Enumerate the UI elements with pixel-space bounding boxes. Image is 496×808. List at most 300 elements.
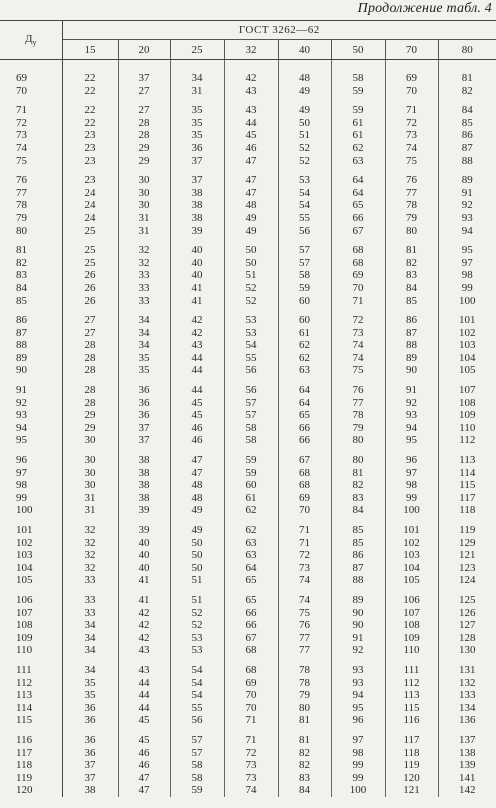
size-column-header: 25 xyxy=(170,40,224,60)
value-cell: 42 xyxy=(118,607,170,620)
value-cell: 89 xyxy=(438,174,496,187)
table-row xyxy=(0,199,496,212)
value-cell: 125 xyxy=(438,594,496,607)
standard-header: ГОСТ 3262—62 xyxy=(62,21,496,40)
value-cell: 51 xyxy=(278,129,331,142)
value-cell: 48 xyxy=(224,199,278,212)
value-cell: 48 xyxy=(170,479,224,492)
value-cell: 68 xyxy=(224,664,278,677)
table-body xyxy=(0,60,496,797)
value-cell: 71 xyxy=(224,714,278,727)
du-cell: 81 xyxy=(0,244,62,257)
table-row xyxy=(0,129,496,142)
table-row xyxy=(0,664,496,677)
du-cell: 101 xyxy=(0,524,62,537)
du-cell: 69 xyxy=(0,72,62,85)
value-cell: 68 xyxy=(331,244,385,257)
value-cell: 70 xyxy=(278,504,331,517)
value-cell: 52 xyxy=(224,295,278,308)
value-cell: 94 xyxy=(331,689,385,702)
value-cell: 141 xyxy=(438,772,496,785)
value-cell: 61 xyxy=(224,492,278,505)
value-cell: 41 xyxy=(170,295,224,308)
value-cell: 38 xyxy=(170,212,224,225)
value-cell: 80 xyxy=(331,454,385,467)
table-row xyxy=(0,759,496,772)
value-cell: 30 xyxy=(84,434,96,447)
value-cell: 73 xyxy=(385,129,438,142)
value-cell: 37 xyxy=(170,174,224,187)
value-cell: 97 xyxy=(331,734,385,747)
value-cell: 66 xyxy=(278,422,331,435)
value-cell: 33 xyxy=(118,295,170,308)
value-cell: 27 xyxy=(118,104,170,117)
value-cell: 47 xyxy=(224,187,278,200)
value-cell: 63 xyxy=(278,364,331,377)
value-cell: 39 xyxy=(118,524,170,537)
value-cell: 28 xyxy=(118,117,170,130)
value-cell: 27 xyxy=(84,314,96,327)
value-cell: 38 xyxy=(118,467,170,480)
table-row xyxy=(0,784,496,797)
value-cell: 25 xyxy=(84,244,96,257)
value-cell: 77 xyxy=(278,644,331,657)
value-cell: 34 xyxy=(118,339,170,352)
value-cell: 37 xyxy=(84,771,96,784)
table-row xyxy=(0,524,496,537)
value-cell: 117 xyxy=(385,734,438,747)
value-cell: 43 xyxy=(118,664,170,677)
value-cell: 23 xyxy=(84,174,96,187)
value-cell: 65 xyxy=(224,594,278,607)
value-cell: 99 xyxy=(331,759,385,772)
value-cell: 40 xyxy=(118,549,170,562)
table-row xyxy=(0,689,496,702)
value-cell: 27 xyxy=(118,85,170,98)
size-column-header: 70 xyxy=(385,40,438,60)
value-cell: 41 xyxy=(170,282,224,295)
value-cell: 32 xyxy=(84,524,96,536)
value-cell: 82 xyxy=(385,257,438,270)
value-cell: 78 xyxy=(385,199,438,212)
value-cell: 113 xyxy=(385,689,438,702)
value-cell: 41 xyxy=(118,594,170,607)
table-row xyxy=(0,155,496,168)
value-cell: 64 xyxy=(331,174,385,187)
value-cell: 59 xyxy=(331,104,385,117)
value-cell: 36 xyxy=(84,746,96,759)
value-cell: 103 xyxy=(438,339,496,352)
value-cell: 60 xyxy=(278,295,331,308)
value-cell: 87 xyxy=(385,327,438,340)
value-cell: 53 xyxy=(170,632,224,645)
value-cell: 34 xyxy=(170,72,224,85)
value-cell: 28 xyxy=(118,129,170,142)
value-cell: 44 xyxy=(118,702,170,715)
table-row xyxy=(0,772,496,785)
table-row xyxy=(0,314,496,327)
du-cell: 116 xyxy=(0,734,62,747)
du-cell: 94 xyxy=(0,422,62,435)
value-cell: 74 xyxy=(278,594,331,607)
value-cell: 28 xyxy=(84,364,96,377)
value-cell: 142 xyxy=(438,784,496,797)
du-cell: 92 xyxy=(0,397,62,410)
value-cell: 31 xyxy=(84,491,96,504)
value-cell: 65 xyxy=(278,409,331,422)
value-cell: 95 xyxy=(331,702,385,715)
value-cell: 59 xyxy=(224,467,278,480)
group-spacer xyxy=(0,307,496,314)
value-cell: 93 xyxy=(331,677,385,690)
table-row xyxy=(0,117,496,130)
table-row xyxy=(0,467,496,480)
value-cell: 57 xyxy=(278,257,331,270)
table-row xyxy=(0,339,496,352)
value-cell: 124 xyxy=(438,574,496,587)
value-cell: 106 xyxy=(385,594,438,607)
value-cell: 35 xyxy=(118,352,170,365)
value-cell: 103 xyxy=(385,549,438,562)
value-cell: 84 xyxy=(385,282,438,295)
value-cell: 28 xyxy=(84,384,96,397)
value-cell: 59 xyxy=(278,282,331,295)
value-cell: 81 xyxy=(438,72,496,85)
value-cell: 64 xyxy=(224,562,278,575)
value-cell: 26 xyxy=(84,269,96,282)
value-cell: 87 xyxy=(331,562,385,575)
value-cell: 27 xyxy=(84,326,96,339)
value-cell: 78 xyxy=(278,677,331,690)
value-cell: 73 xyxy=(224,759,278,772)
group-spacer xyxy=(0,447,496,454)
du-cell: 74 xyxy=(0,142,62,155)
table-row xyxy=(0,72,496,85)
value-cell: 54 xyxy=(224,339,278,352)
value-cell: 78 xyxy=(278,664,331,677)
value-cell: 82 xyxy=(278,759,331,772)
value-cell: 105 xyxy=(385,574,438,587)
value-cell: 50 xyxy=(170,562,224,575)
size-column-header: 40 xyxy=(278,40,331,60)
value-cell: 117 xyxy=(438,492,496,505)
value-cell: 71 xyxy=(385,104,438,117)
value-cell: 51 xyxy=(170,594,224,607)
value-cell: 98 xyxy=(438,269,496,282)
du-cell: 86 xyxy=(0,314,62,327)
du-cell: 107 xyxy=(0,607,62,620)
group-spacer xyxy=(0,237,496,244)
du-cell: 82 xyxy=(0,257,62,270)
value-cell: 72 xyxy=(224,747,278,760)
table-row xyxy=(0,454,496,467)
value-cell: 24 xyxy=(84,199,96,212)
du-cell: 114 xyxy=(0,702,62,715)
value-cell: 45 xyxy=(224,129,278,142)
value-cell: 54 xyxy=(278,199,331,212)
value-cell: 82 xyxy=(331,479,385,492)
du-cell: 113 xyxy=(0,689,62,702)
value-cell: 47 xyxy=(170,467,224,480)
value-cell: 81 xyxy=(331,467,385,480)
value-cell: 64 xyxy=(278,397,331,410)
value-cell: 44 xyxy=(170,364,224,377)
value-cell: 77 xyxy=(385,187,438,200)
value-cell: 56 xyxy=(170,714,224,727)
value-cell: 52 xyxy=(170,619,224,632)
value-cell: 70 xyxy=(385,85,438,98)
value-cell: 42 xyxy=(118,619,170,632)
group-spacer xyxy=(0,657,496,664)
value-cell: 36 xyxy=(84,733,96,746)
value-cell: 47 xyxy=(224,174,278,187)
value-cell: 37 xyxy=(84,759,96,772)
value-cell: 32 xyxy=(84,549,96,562)
value-cell: 90 xyxy=(331,607,385,620)
value-cell: 84 xyxy=(438,104,496,117)
size-column-header: 20 xyxy=(118,40,170,60)
du-cell: 106 xyxy=(0,594,62,607)
du-cell: 72 xyxy=(0,117,62,130)
value-cell: 81 xyxy=(278,714,331,727)
value-cell: 22 xyxy=(84,84,96,97)
value-cell: 53 xyxy=(170,644,224,657)
value-cell: 67 xyxy=(278,454,331,467)
pipe-dimension-table xyxy=(0,20,496,797)
du-cell: 79 xyxy=(0,212,62,225)
du-cell: 120 xyxy=(0,784,62,797)
du-cell: 104 xyxy=(0,562,62,575)
value-cell: 50 xyxy=(170,549,224,562)
value-cell: 74 xyxy=(385,142,438,155)
du-cell: 118 xyxy=(0,759,62,772)
value-cell: 116 xyxy=(385,714,438,727)
table-row xyxy=(0,85,496,98)
value-cell: 79 xyxy=(278,689,331,702)
value-cell: 30 xyxy=(118,187,170,200)
table-row xyxy=(0,409,496,422)
table-row xyxy=(0,479,496,492)
du-cell: 111 xyxy=(0,664,62,677)
value-cell: 109 xyxy=(438,409,496,422)
value-cell: 74 xyxy=(278,574,331,587)
value-cell: 31 xyxy=(170,85,224,98)
value-cell: 45 xyxy=(118,734,170,747)
value-cell: 55 xyxy=(170,702,224,715)
value-cell: 81 xyxy=(278,734,331,747)
value-cell: 44 xyxy=(118,677,170,690)
value-cell: 48 xyxy=(170,492,224,505)
value-cell: 43 xyxy=(118,644,170,657)
du-cell: 77 xyxy=(0,187,62,200)
value-cell: 39 xyxy=(118,504,170,517)
value-cell: 47 xyxy=(118,784,170,797)
table-row xyxy=(0,537,496,550)
table-row xyxy=(0,352,496,365)
du-cell: 99 xyxy=(0,492,62,505)
value-cell: 69 xyxy=(224,677,278,690)
table-row xyxy=(0,504,496,517)
value-cell: 82 xyxy=(278,747,331,760)
value-cell: 43 xyxy=(224,104,278,117)
value-cell: 23 xyxy=(84,141,96,154)
value-cell: 75 xyxy=(278,607,331,620)
value-cell: 80 xyxy=(331,434,385,447)
value-cell: 69 xyxy=(385,72,438,85)
value-cell: 79 xyxy=(331,422,385,435)
du-cell: 88 xyxy=(0,339,62,352)
value-cell: 35 xyxy=(170,117,224,130)
value-cell: 22 xyxy=(84,116,96,129)
value-cell: 105 xyxy=(438,364,496,377)
value-cell: 121 xyxy=(438,549,496,562)
value-cell: 40 xyxy=(118,562,170,575)
value-cell: 60 xyxy=(224,479,278,492)
value-cell: 84 xyxy=(331,504,385,517)
value-cell: 109 xyxy=(385,632,438,645)
value-cell: 48 xyxy=(278,72,331,85)
value-cell: 24 xyxy=(84,211,96,224)
value-cell: 54 xyxy=(170,689,224,702)
value-cell: 64 xyxy=(331,187,385,200)
du-cell: 96 xyxy=(0,454,62,467)
du-cell: 73 xyxy=(0,129,62,142)
value-cell: 92 xyxy=(438,199,496,212)
value-cell: 57 xyxy=(224,409,278,422)
value-cell: 36 xyxy=(118,397,170,410)
value-cell: 112 xyxy=(438,434,496,447)
value-cell: 50 xyxy=(224,244,278,257)
value-cell: 138 xyxy=(438,747,496,760)
du-cell: 97 xyxy=(0,467,62,480)
table-row xyxy=(0,607,496,620)
value-cell: 35 xyxy=(170,129,224,142)
value-cell: 93 xyxy=(438,212,496,225)
table-row xyxy=(0,397,496,410)
value-cell: 37 xyxy=(170,155,224,168)
value-cell: 132 xyxy=(438,677,496,690)
du-header-main: Д xyxy=(24,32,33,45)
value-cell: 57 xyxy=(170,747,224,760)
value-cell: 119 xyxy=(438,524,496,537)
du-cell: 102 xyxy=(0,537,62,550)
value-cell: 28 xyxy=(84,339,96,352)
value-cell: 40 xyxy=(170,269,224,282)
value-cell: 54 xyxy=(278,187,331,200)
value-cell: 26 xyxy=(84,294,96,307)
value-cell: 61 xyxy=(331,117,385,130)
size-column-header: 80 xyxy=(438,40,496,60)
value-cell: 66 xyxy=(224,619,278,632)
value-cell: 130 xyxy=(438,644,496,657)
value-cell: 99 xyxy=(438,282,496,295)
value-cell: 22 xyxy=(84,104,96,117)
value-cell: 133 xyxy=(438,689,496,702)
value-cell: 63 xyxy=(224,537,278,550)
value-cell: 36 xyxy=(170,142,224,155)
du-cell: 93 xyxy=(0,409,62,422)
value-cell: 36 xyxy=(84,701,96,714)
value-cell: 42 xyxy=(118,632,170,645)
value-cell: 90 xyxy=(385,364,438,377)
value-cell: 100 xyxy=(385,504,438,517)
table-row xyxy=(0,734,496,747)
size-column-header: 15 xyxy=(62,40,118,60)
value-cell: 34 xyxy=(84,619,96,632)
value-cell: 83 xyxy=(278,772,331,785)
value-cell: 32 xyxy=(84,561,96,574)
value-cell: 101 xyxy=(438,314,496,327)
value-cell: 126 xyxy=(438,607,496,620)
value-cell: 35 xyxy=(170,104,224,117)
value-cell: 91 xyxy=(438,187,496,200)
value-cell: 112 xyxy=(385,677,438,690)
value-cell: 67 xyxy=(331,225,385,238)
value-cell: 53 xyxy=(224,327,278,340)
value-cell: 46 xyxy=(118,747,170,760)
value-cell: 58 xyxy=(224,422,278,435)
value-cell: 46 xyxy=(224,142,278,155)
du-cell: 105 xyxy=(0,574,62,587)
table-row xyxy=(0,104,496,117)
value-cell: 30 xyxy=(84,466,96,479)
value-cell: 66 xyxy=(278,434,331,447)
value-cell: 57 xyxy=(170,734,224,747)
value-cell: 108 xyxy=(385,619,438,632)
value-cell: 28 xyxy=(84,351,96,364)
value-cell: 85 xyxy=(385,295,438,308)
group-spacer xyxy=(0,517,496,524)
value-cell: 70 xyxy=(224,689,278,702)
value-cell: 128 xyxy=(438,632,496,645)
du-cell: 71 xyxy=(0,104,62,117)
value-cell: 47 xyxy=(170,454,224,467)
value-cell: 110 xyxy=(438,422,496,435)
value-cell: 30 xyxy=(84,479,96,492)
value-cell: 71 xyxy=(224,734,278,747)
group-spacer xyxy=(0,727,496,734)
value-cell: 45 xyxy=(170,397,224,410)
value-cell: 85 xyxy=(331,537,385,550)
value-cell: 115 xyxy=(385,702,438,715)
value-cell: 57 xyxy=(278,244,331,257)
group-spacer xyxy=(0,97,496,104)
value-cell: 107 xyxy=(385,607,438,620)
du-cell: 76 xyxy=(0,174,62,187)
value-cell: 50 xyxy=(170,537,224,550)
value-cell: 47 xyxy=(224,155,278,168)
du-cell: 115 xyxy=(0,714,62,727)
value-cell: 62 xyxy=(278,352,331,365)
table-row xyxy=(0,225,496,238)
value-cell: 59 xyxy=(331,85,385,98)
value-cell: 52 xyxy=(224,282,278,295)
value-cell: 46 xyxy=(170,422,224,435)
value-cell: 76 xyxy=(278,619,331,632)
value-cell: 131 xyxy=(438,664,496,677)
value-cell: 93 xyxy=(385,409,438,422)
du-header-sub: у xyxy=(32,38,37,48)
value-cell: 75 xyxy=(331,364,385,377)
value-cell: 38 xyxy=(118,492,170,505)
value-cell: 89 xyxy=(385,352,438,365)
value-cell: 91 xyxy=(331,632,385,645)
value-cell: 92 xyxy=(385,397,438,410)
value-cell: 77 xyxy=(331,397,385,410)
value-cell: 74 xyxy=(331,339,385,352)
table-row xyxy=(0,677,496,690)
value-cell: 44 xyxy=(118,689,170,702)
